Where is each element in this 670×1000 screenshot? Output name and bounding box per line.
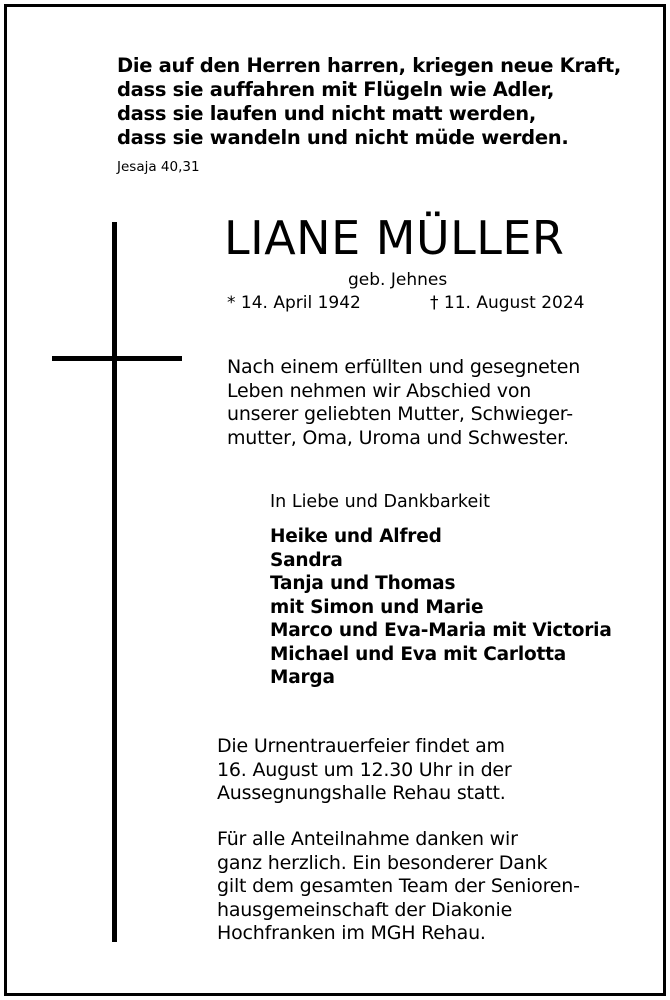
text-line: gilt dem gesamten Team der Senioren-	[217, 875, 580, 897]
verse-line: dass sie laufen und nicht matt werden,	[117, 102, 537, 125]
bible-verse	[117, 54, 621, 150]
mourner-entry: Sandra	[270, 549, 343, 571]
mourner-entry: Michael und Eva mit Carlotta	[270, 643, 567, 665]
verse-source: Jesaja 40,31	[117, 159, 200, 175]
text-line: Leben nehmen wir Abschied von	[227, 379, 532, 402]
cross-icon-crossbar	[52, 356, 182, 361]
text-line: 16. August um 12.30 Uhr in der	[217, 758, 512, 781]
mourner-entry: Marco und Eva-Maria mit Victoria	[270, 620, 612, 641]
text-line: hausgemeinschaft der Diakonie	[217, 898, 513, 921]
mourner-entry: Tanja und Thomas	[270, 573, 456, 594]
birth-date: * 14. April 1942	[227, 293, 361, 313]
cross-icon	[112, 222, 117, 942]
text-line: Für alle Anteilnahme danken wir	[217, 828, 518, 850]
text-line: unserer geliebten Mutter, Schwieger-	[227, 403, 573, 425]
verse-line: dass sie wandeln und nicht müde werden.	[117, 126, 569, 149]
text-line: Die Urnentrauerfeier findet am	[217, 735, 505, 757]
verse-line: Die auf den Herren harren, kriegen neue Kraft,	[117, 54, 621, 77]
text-line: Hochfranken im MGH Rehau.	[217, 922, 486, 944]
farewell-text	[227, 356, 580, 450]
birth-name: geb. Jehnes	[348, 270, 448, 290]
mourner-entry: Heike und Alfred	[270, 526, 442, 547]
thanks-text	[217, 828, 580, 946]
deceased-name: LIANE MÜLLER	[224, 211, 565, 265]
greeting: In Liebe und Dankbarkeit	[270, 492, 490, 512]
text-line: mutter, Oma, Uroma und Schwester.	[227, 426, 569, 449]
mourner-entry: Marga	[270, 667, 335, 688]
mourners-list	[270, 525, 612, 690]
text-line: ganz herzlich. Ein besonderer Dank	[217, 851, 548, 874]
verse-line: dass sie auffahren mit Flügeln wie Adler,	[117, 78, 555, 101]
text-line: Aussegnungshalle Rehau statt.	[217, 782, 506, 804]
text-line: Nach einem erfüllten und gesegneten	[227, 356, 581, 378]
mourner-entry: mit Simon und Marie	[270, 596, 484, 618]
death-date: † 11. August 2024	[430, 293, 585, 313]
ceremony-info	[217, 735, 512, 806]
